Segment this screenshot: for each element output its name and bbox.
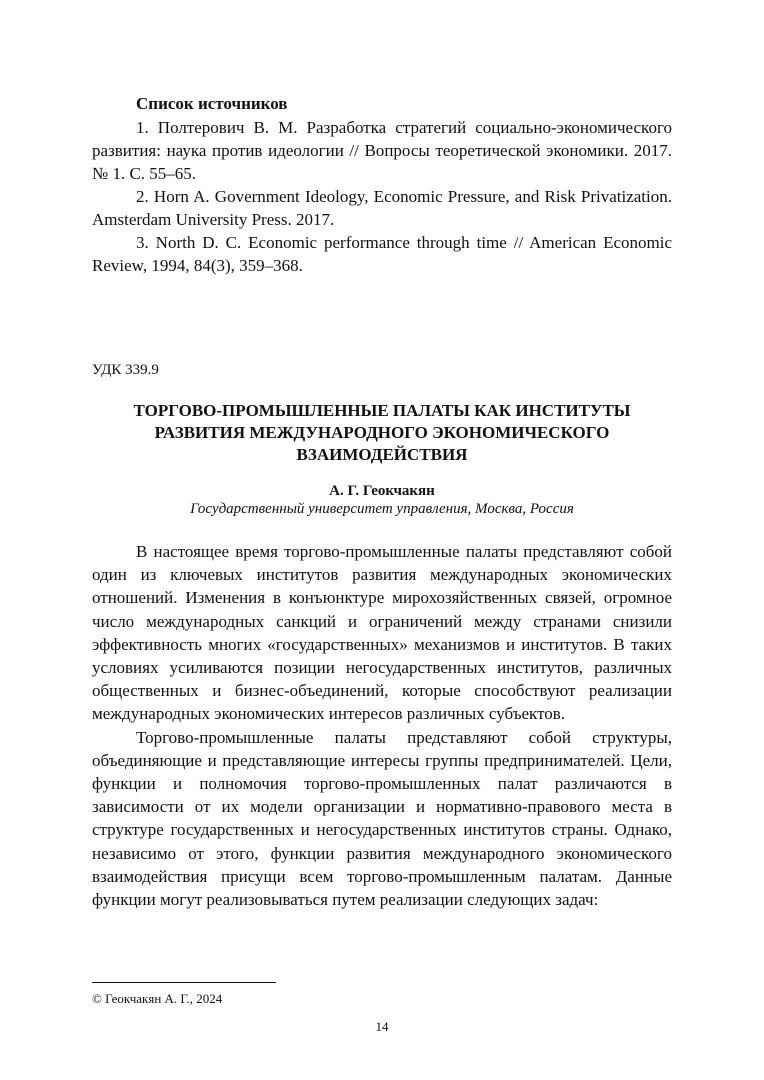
references-heading: Список источников (136, 94, 288, 113)
reference-item: 2. Horn A. Government Ideology, Economic Pressure, and Risk Privatization. Amsterdam University Press. 2017. (92, 187, 672, 229)
title-line: РАЗВИТИЯ МЕЖДУНАРОДНОГО ЭКОНОМИЧЕСКОГО (154, 423, 610, 442)
title-line: ТОРГОВО-ПРОМЫШЛЕННЫЕ ПАЛАТЫ КАК ИНСТИТУТЫ (133, 401, 631, 420)
article-title (92, 400, 672, 466)
reference-item: 3. North D. C. Economic performance through time // American Economic Review, 1994, 84(3), 359–368. (92, 233, 672, 275)
body-paragraph: Торгово-промышленные палаты представляют собой структуры, объединяющие и представляющие интересы группы предпринимателей. Цели, функции и полномочия торгово-промышленных палат различаются в зависимости от их модели организации и нормативно-правового места в структуре государственных и негосударственных институтов страны. Однако, независимо от этого, функции развития международного экономического взаимодействия присущи всем торгово-промышленным палатам. Данные функции могут реализовываться путем реализации следующих задач: (92, 727, 672, 910)
reference-item: 1. Полтерович В. М. Разработка стратегий социально-экономического развития: наука против идеологии // Вопросы теоретической экономики. 2017. № 1. С. 55–65. (92, 118, 672, 183)
udk-code: УДК 339.9 (92, 362, 159, 378)
author-name: А. Г. Геокчакян (329, 483, 435, 499)
author-affiliation: Государственный университет управления, Москва, Россия (190, 501, 574, 517)
body-paragraph: В настоящее время торгово-промышленные палаты представляют собой один из ключевых институтов развития международных экономических отношений. Изменения в конъюнктуре мирохозяйственных связей, огромное число международных санкций и ограничений между странами снизили эффективность многих «государственных» механизмов и институтов. В таких условиях усиливаются позиции негосударственных институтов, различных общественных и бизнес-объединений, которые способствуют реализации международных экономических интересов различных субъектов. (92, 542, 672, 724)
footnote-divider (92, 982, 276, 983)
references-list (92, 116, 672, 277)
footnote-copyright: © Геокчакян А. Г., 2024 (92, 991, 223, 1006)
title-line: ВЗАИМОДЕЙСТВИЯ (296, 445, 468, 464)
article-body (92, 540, 672, 911)
page-number: 14 (375, 1019, 389, 1034)
